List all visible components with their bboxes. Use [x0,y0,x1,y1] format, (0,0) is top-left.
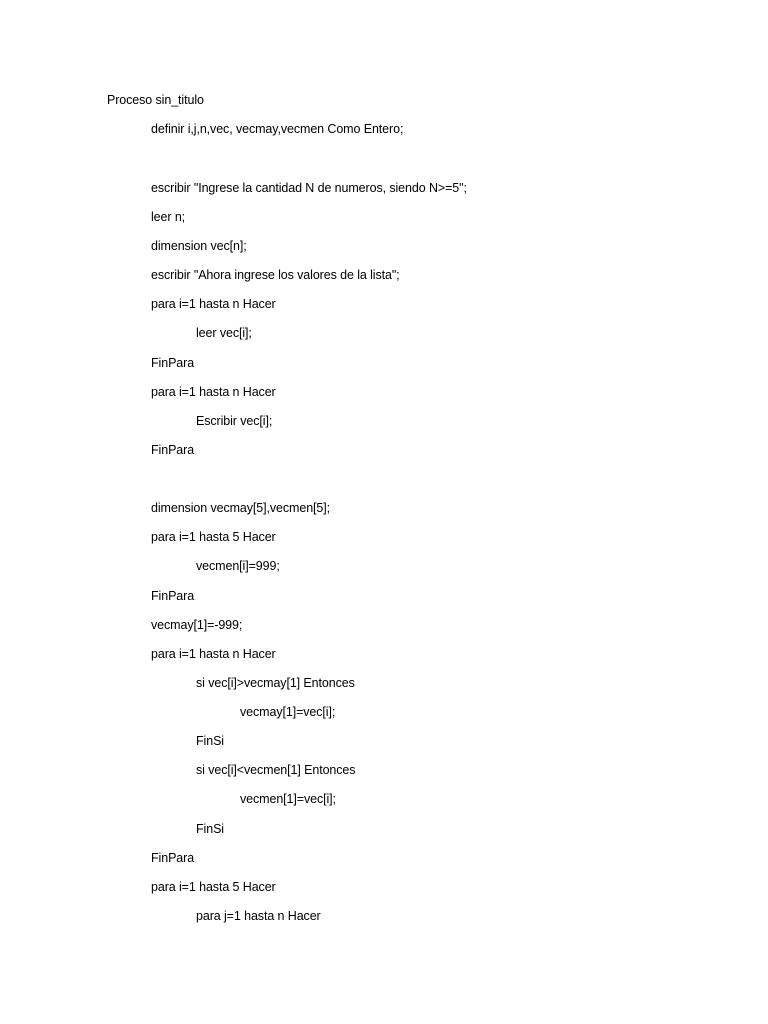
code-line: para i=1 hasta 5 Hacer [151,530,276,544]
code-line: definir i,j,n,vec, vecmay,vecmen Como Entero; [151,122,404,136]
code-line: vecmay[1]=-999; [151,618,243,632]
code-line: vecmay[1]=vec[i]; [240,705,336,719]
code-line: vecmen[i]=999; [196,559,280,573]
code-line: para i=1 hasta n Hacer [151,647,276,661]
code-line: FinSi [196,822,224,836]
code-line: vecmen[1]=vec[i]; [240,792,336,806]
code-line: FinSi [196,734,224,748]
code-line: para i=1 hasta 5 Hacer [151,880,276,894]
code-line: FinPara [151,356,195,370]
code-line: leer n; [151,210,186,224]
code-line: FinPara [151,443,195,457]
code-line: si vec[i]>vecmay[1] Entonces [196,676,355,690]
code-line: escribir "Ahora ingrese los valores de la lista"; [151,268,400,282]
code-line: si vec[i]<vecmen[1] Entonces [196,763,356,777]
code-line: dimension vecmay[5],vecmen[5]; [151,501,331,515]
code-line: para i=1 hasta n Hacer [151,385,276,399]
code-line: FinPara [151,589,195,603]
code-line: para i=1 hasta n Hacer [151,297,276,311]
code-line: para j=1 hasta n Hacer [196,909,321,923]
code-line: escribir "Ingrese la cantidad N de numeros, siendo N>=5"; [151,181,467,195]
code-line: FinPara [151,851,195,865]
code-line: leer vec[i]; [196,326,252,340]
code-line: Escribir vec[i]; [196,414,273,428]
code-line: dimension vec[n]; [151,239,247,253]
code-line: Proceso sin_titulo [107,93,204,107]
